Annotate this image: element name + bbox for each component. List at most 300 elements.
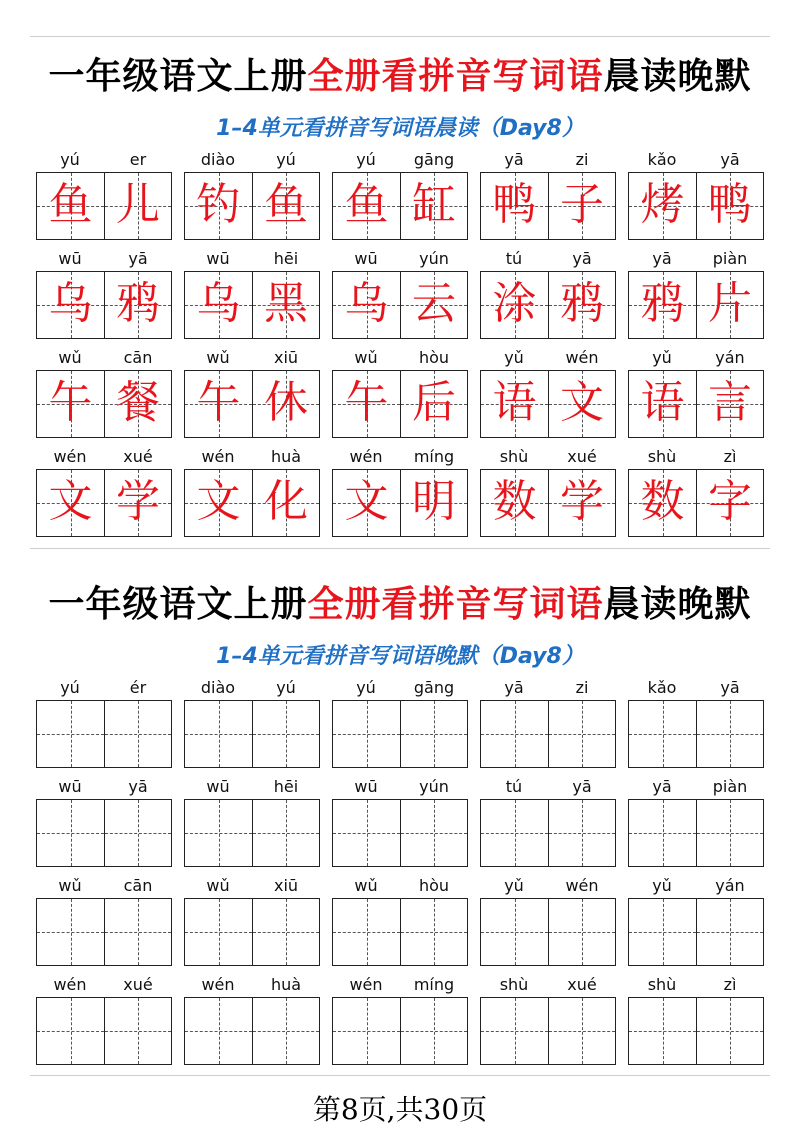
word-pair <box>480 874 616 973</box>
hanzi-character <box>333 998 400 1064</box>
tianzige-cell <box>696 371 763 437</box>
pinyin-right: zi <box>575 678 589 697</box>
hanzi-character: 乌 <box>196 278 241 329</box>
tianzige-cell <box>548 173 615 239</box>
tianzige-cell <box>548 470 615 536</box>
hanzi-character <box>37 800 104 866</box>
tianzige-cell[interactable] <box>400 701 467 767</box>
hanzi-character <box>253 998 319 1064</box>
tianzige-cell <box>333 470 400 536</box>
tianzige-box-pair <box>628 898 764 966</box>
pinyin-right: hēi <box>273 249 299 268</box>
word-pair <box>628 676 764 775</box>
tianzige-cell[interactable] <box>629 800 696 866</box>
hanzi-character: 学 <box>560 476 604 527</box>
hanzi-character <box>629 701 696 767</box>
page-number: 第8页,共30页 <box>312 1093 488 1126</box>
tianzige-cell[interactable] <box>400 800 467 866</box>
hanzi-character: 钓 <box>196 179 241 230</box>
tianzige-cell[interactable] <box>252 998 319 1064</box>
word-pair <box>480 676 616 775</box>
tianzige-box-pair <box>332 271 468 339</box>
tianzige-cell[interactable] <box>252 800 319 866</box>
hanzi-character: 言 <box>708 377 752 428</box>
tianzige-cell[interactable] <box>185 899 252 965</box>
title-highlight: 全册看拼音写词语 <box>307 583 604 625</box>
word-pair <box>184 148 320 247</box>
tianzige-cell[interactable] <box>333 998 400 1064</box>
tianzige-box-pair <box>332 700 468 768</box>
hanzi-character <box>481 998 548 1064</box>
hanzi-character: 文 <box>560 377 604 428</box>
hanzi-character <box>253 701 319 767</box>
vocab-row <box>36 148 770 247</box>
tianzige-cell <box>252 371 319 437</box>
tianzige-cell <box>104 173 171 239</box>
tianzige-cell[interactable] <box>696 899 763 965</box>
tianzige-cell <box>185 173 252 239</box>
hanzi-character <box>253 800 319 866</box>
word-pair <box>480 148 616 247</box>
hanzi-character: 涂 <box>492 278 537 329</box>
word-pair <box>184 247 320 346</box>
tianzige-cell[interactable] <box>104 701 171 767</box>
word-pair <box>332 148 468 247</box>
tianzige-cell[interactable] <box>548 800 615 866</box>
pinyin-left: yā <box>652 777 672 796</box>
tianzige-cell[interactable] <box>629 701 696 767</box>
hanzi-character <box>185 800 252 866</box>
hanzi-character: 鸭 <box>708 179 752 230</box>
hanzi-character <box>629 800 696 866</box>
word-pair <box>36 775 172 874</box>
tianzige-box-pair <box>184 799 320 867</box>
tianzige-box-pair <box>628 997 764 1065</box>
tianzige-box-pair <box>184 370 320 438</box>
hanzi-character: 后 <box>412 377 456 428</box>
tianzige-box-pair <box>184 469 320 537</box>
tianzige-cell[interactable] <box>333 701 400 767</box>
hanzi-character <box>401 899 467 965</box>
tianzige-cell <box>252 470 319 536</box>
pinyin-left: tú <box>505 777 523 796</box>
tianzige-cell <box>252 272 319 338</box>
pinyin-right: er <box>129 150 147 169</box>
tianzige-cell <box>629 173 696 239</box>
hanzi-character: 鱼 <box>48 179 93 230</box>
pinyin-left: wū <box>58 249 82 268</box>
tianzige-cell[interactable] <box>104 899 171 965</box>
tianzige-cell[interactable] <box>333 899 400 965</box>
tianzige-cell <box>185 371 252 437</box>
pinyin-left: yǔ <box>652 348 672 367</box>
tianzige-cell[interactable] <box>400 998 467 1064</box>
hanzi-character <box>481 701 548 767</box>
pinyin-left: wén <box>349 975 383 994</box>
word-pair <box>332 247 468 346</box>
hanzi-character: 鸦 <box>640 278 685 329</box>
tianzige-box-pair <box>332 469 468 537</box>
section-subtitle: 1–4单元看拼音写词语晚默（Day8） <box>216 644 584 669</box>
pinyin-right: yán <box>715 348 745 367</box>
hanzi-character: 午 <box>344 377 389 428</box>
tianzige-box-pair <box>36 172 172 240</box>
pinyin-right: xué <box>567 975 597 994</box>
tianzige-cell[interactable] <box>400 899 467 965</box>
tianzige-box-pair <box>332 172 468 240</box>
tianzige-cell <box>400 272 467 338</box>
tianzige-box-pair <box>36 997 172 1065</box>
tianzige-cell <box>696 470 763 536</box>
pinyin-left: wū <box>58 777 82 796</box>
pinyin-right: xiū <box>273 348 299 367</box>
title-part-1: 一年级语文上册 <box>48 583 308 625</box>
title-part-1: 一年级语文上册 <box>48 55 308 97</box>
hanzi-character: 鱼 <box>344 179 389 230</box>
section-title <box>0 576 800 627</box>
tianzige-box-pair <box>332 799 468 867</box>
hanzi-character <box>185 998 252 1064</box>
pinyin-left: yǔ <box>504 348 524 367</box>
tianzige-box-pair <box>36 799 172 867</box>
hanzi-character <box>629 899 696 965</box>
pinyin-right: gāng <box>413 150 455 169</box>
hanzi-character: 数 <box>640 476 685 527</box>
hanzi-character <box>481 899 548 965</box>
tianzige-cell <box>696 272 763 338</box>
tianzige-cell <box>548 272 615 338</box>
word-pair <box>332 445 468 544</box>
tianzige-cell <box>400 371 467 437</box>
bottom-rule <box>30 1075 770 1076</box>
hanzi-character <box>333 701 400 767</box>
tianzige-box-pair <box>628 271 764 339</box>
hanzi-character: 休 <box>264 377 308 428</box>
hanzi-character: 子 <box>560 179 604 230</box>
title-highlight: 全册看拼音写词语 <box>307 55 604 97</box>
pinyin-right: zì <box>723 447 737 466</box>
hanzi-character: 化 <box>264 476 308 527</box>
tianzige-cell <box>37 272 104 338</box>
pinyin-right: yā <box>128 249 148 268</box>
tianzige-cell[interactable] <box>37 800 104 866</box>
word-pair <box>332 346 468 445</box>
hanzi-character <box>333 800 400 866</box>
tianzige-box-pair <box>480 898 616 966</box>
tianzige-box-pair <box>480 469 616 537</box>
word-pair <box>36 445 172 544</box>
hanzi-character: 午 <box>196 377 241 428</box>
pinyin-left: wén <box>53 447 87 466</box>
pinyin-left: yā <box>504 678 524 697</box>
pinyin-right: xué <box>567 447 597 466</box>
word-pair <box>332 874 468 973</box>
pinyin-left: shù <box>647 447 677 466</box>
hanzi-character: 语 <box>640 377 685 428</box>
tianzige-cell[interactable] <box>696 800 763 866</box>
tianzige-cell <box>37 371 104 437</box>
tianzige-box-pair <box>480 172 616 240</box>
tianzige-cell[interactable] <box>481 701 548 767</box>
pinyin-left: wǔ <box>206 876 230 895</box>
pinyin-left: yú <box>60 150 80 169</box>
vocab-grid-evening <box>36 676 770 1072</box>
pinyin-left: wǔ <box>354 348 378 367</box>
pinyin-left: wǔ <box>58 876 82 895</box>
pinyin-left: wǔ <box>354 876 378 895</box>
vocab-row <box>36 874 770 973</box>
pinyin-left: yǔ <box>504 876 524 895</box>
pinyin-right: cān <box>123 348 153 367</box>
vocab-row <box>36 445 770 544</box>
tianzige-box-pair <box>332 997 468 1065</box>
hanzi-character: 餐 <box>116 377 160 428</box>
hanzi-character <box>105 998 171 1064</box>
title-part-2: 晨读晚默 <box>603 583 752 625</box>
hanzi-character <box>37 998 104 1064</box>
section-title <box>0 48 800 99</box>
tianzige-cell[interactable] <box>104 998 171 1064</box>
title-part-2: 晨读晚默 <box>603 55 752 97</box>
pinyin-left: wén <box>201 447 235 466</box>
pinyin-left: kǎo <box>647 150 677 169</box>
pinyin-right: zì <box>723 975 737 994</box>
pinyin-right: xué <box>123 975 153 994</box>
tianzige-cell <box>696 173 763 239</box>
vocab-grid-morning <box>36 148 770 544</box>
tianzige-cell[interactable] <box>696 998 763 1064</box>
pinyin-right: hēi <box>273 777 299 796</box>
tianzige-box-pair <box>480 799 616 867</box>
tianzige-cell[interactable] <box>481 800 548 866</box>
tianzige-cell[interactable] <box>333 800 400 866</box>
tianzige-cell <box>629 371 696 437</box>
pinyin-left: yā <box>652 249 672 268</box>
pinyin-right: yú <box>276 678 296 697</box>
word-pair <box>332 973 468 1072</box>
hanzi-character: 鸭 <box>492 179 537 230</box>
hanzi-character: 片 <box>708 278 752 329</box>
hanzi-character <box>401 998 467 1064</box>
word-pair <box>184 445 320 544</box>
hanzi-character: 学 <box>116 476 160 527</box>
hanzi-character <box>629 998 696 1064</box>
pinyin-right: yā <box>572 249 592 268</box>
hanzi-character <box>549 701 615 767</box>
word-pair <box>480 346 616 445</box>
tianzige-box-pair <box>628 469 764 537</box>
section-subtitle: 1–4单元看拼音写词语晨读（Day8） <box>216 116 584 141</box>
word-pair <box>628 346 764 445</box>
word-pair <box>36 346 172 445</box>
hanzi-character: 明 <box>412 476 456 527</box>
pinyin-right: míng <box>413 447 455 466</box>
tianzige-box-pair <box>36 370 172 438</box>
hanzi-character <box>333 899 400 965</box>
word-pair <box>480 973 616 1072</box>
tianzige-cell[interactable] <box>481 899 548 965</box>
tianzige-box-pair <box>36 898 172 966</box>
word-pair <box>628 775 764 874</box>
tianzige-box-pair <box>184 898 320 966</box>
hanzi-character <box>549 800 615 866</box>
pinyin-left: wǔ <box>206 348 230 367</box>
pinyin-left: wū <box>354 777 378 796</box>
tianzige-cell[interactable] <box>37 701 104 767</box>
pinyin-right: yā <box>720 678 740 697</box>
pinyin-right: yán <box>715 876 745 895</box>
hanzi-character <box>549 998 615 1064</box>
tianzige-cell[interactable] <box>252 701 319 767</box>
hanzi-character: 语 <box>492 377 537 428</box>
hanzi-character: 数 <box>492 476 537 527</box>
word-pair <box>628 148 764 247</box>
tianzige-cell <box>185 470 252 536</box>
word-pair <box>184 676 320 775</box>
tianzige-cell[interactable] <box>185 998 252 1064</box>
hanzi-character <box>185 701 252 767</box>
tianzige-box-pair <box>36 469 172 537</box>
pinyin-right: wén <box>565 876 599 895</box>
tianzige-cell[interactable] <box>185 800 252 866</box>
word-pair <box>332 775 468 874</box>
tianzige-box-pair <box>480 370 616 438</box>
pinyin-right: yú <box>276 150 296 169</box>
hanzi-character <box>481 800 548 866</box>
word-pair <box>36 148 172 247</box>
hanzi-character: 云 <box>412 278 456 329</box>
hanzi-character: 文 <box>48 476 93 527</box>
pinyin-right: yún <box>419 249 449 268</box>
pinyin-left: wén <box>201 975 235 994</box>
tianzige-box-pair <box>628 172 764 240</box>
pinyin-right: hòu <box>418 348 450 367</box>
hanzi-character <box>549 899 615 965</box>
tianzige-cell[interactable] <box>37 899 104 965</box>
pinyin-right: yā <box>128 777 148 796</box>
pinyin-left: shù <box>499 447 529 466</box>
top-rule <box>30 36 770 37</box>
pinyin-right: xiū <box>273 876 299 895</box>
tianzige-box-pair <box>332 370 468 438</box>
tianzige-box-pair <box>332 898 468 966</box>
tianzige-cell[interactable] <box>629 899 696 965</box>
tianzige-cell <box>481 272 548 338</box>
hanzi-character <box>105 899 171 965</box>
hanzi-character <box>401 701 467 767</box>
tianzige-cell <box>400 470 467 536</box>
tianzige-cell <box>37 470 104 536</box>
pinyin-left: wū <box>206 249 230 268</box>
pinyin-left: shù <box>499 975 529 994</box>
tianzige-box-pair <box>184 997 320 1065</box>
section-divider <box>30 548 770 549</box>
word-pair <box>184 874 320 973</box>
pinyin-left: wū <box>354 249 378 268</box>
tianzige-cell <box>37 173 104 239</box>
tianzige-box-pair <box>184 271 320 339</box>
hanzi-character <box>37 899 104 965</box>
tianzige-box-pair <box>480 271 616 339</box>
pinyin-left: yú <box>60 678 80 697</box>
hanzi-character <box>105 701 171 767</box>
tianzige-cell <box>252 173 319 239</box>
hanzi-character: 黑 <box>264 278 308 329</box>
hanzi-character: 缸 <box>412 179 456 230</box>
hanzi-character: 乌 <box>48 278 93 329</box>
word-pair <box>184 346 320 445</box>
tianzige-box-pair <box>480 700 616 768</box>
vocab-row <box>36 775 770 874</box>
tianzige-cell <box>333 371 400 437</box>
pinyin-right: huà <box>270 447 302 466</box>
pinyin-left: diào <box>200 150 236 169</box>
tianzige-cell[interactable] <box>481 998 548 1064</box>
pinyin-right: yā <box>720 150 740 169</box>
tianzige-cell[interactable] <box>548 899 615 965</box>
tianzige-cell <box>185 272 252 338</box>
tianzige-box-pair <box>36 271 172 339</box>
tianzige-cell <box>104 470 171 536</box>
word-pair <box>36 874 172 973</box>
tianzige-cell <box>481 371 548 437</box>
pinyin-left: wǔ <box>58 348 82 367</box>
tianzige-box-pair <box>184 172 320 240</box>
word-pair <box>628 247 764 346</box>
pinyin-left: diào <box>200 678 236 697</box>
tianzige-cell <box>548 371 615 437</box>
tianzige-box-pair <box>628 370 764 438</box>
tianzige-cell[interactable] <box>185 701 252 767</box>
pinyin-right: yā <box>572 777 592 796</box>
tianzige-cell[interactable] <box>252 899 319 965</box>
pinyin-left: wén <box>53 975 87 994</box>
pinyin-right: zi <box>575 150 589 169</box>
word-pair <box>480 247 616 346</box>
tianzige-cell[interactable] <box>104 800 171 866</box>
tianzige-box-pair <box>184 700 320 768</box>
hanzi-character: 文 <box>196 476 241 527</box>
pinyin-left: yú <box>356 678 376 697</box>
pinyin-right: míng <box>413 975 455 994</box>
tianzige-cell[interactable] <box>548 701 615 767</box>
tianzige-cell <box>333 272 400 338</box>
tianzige-cell <box>629 272 696 338</box>
hanzi-character: 鸦 <box>116 278 160 329</box>
tianzige-cell[interactable] <box>696 701 763 767</box>
pinyin-right: wén <box>565 348 599 367</box>
tianzige-box-pair <box>480 997 616 1065</box>
hanzi-character <box>697 998 763 1064</box>
pinyin-left: yǔ <box>652 876 672 895</box>
tianzige-cell <box>104 371 171 437</box>
pinyin-right: piàn <box>712 777 748 796</box>
vocab-row <box>36 973 770 1072</box>
pinyin-right: hòu <box>418 876 450 895</box>
tianzige-cell[interactable] <box>629 998 696 1064</box>
pinyin-right: yún <box>419 777 449 796</box>
word-pair <box>480 445 616 544</box>
pinyin-right: cān <box>123 876 153 895</box>
hanzi-character <box>185 899 252 965</box>
tianzige-cell[interactable] <box>548 998 615 1064</box>
hanzi-character: 字 <box>708 476 752 527</box>
hanzi-character: 午 <box>48 377 93 428</box>
pinyin-left: yā <box>504 150 524 169</box>
pinyin-left: wū <box>206 777 230 796</box>
tianzige-cell[interactable] <box>37 998 104 1064</box>
hanzi-character <box>37 701 104 767</box>
